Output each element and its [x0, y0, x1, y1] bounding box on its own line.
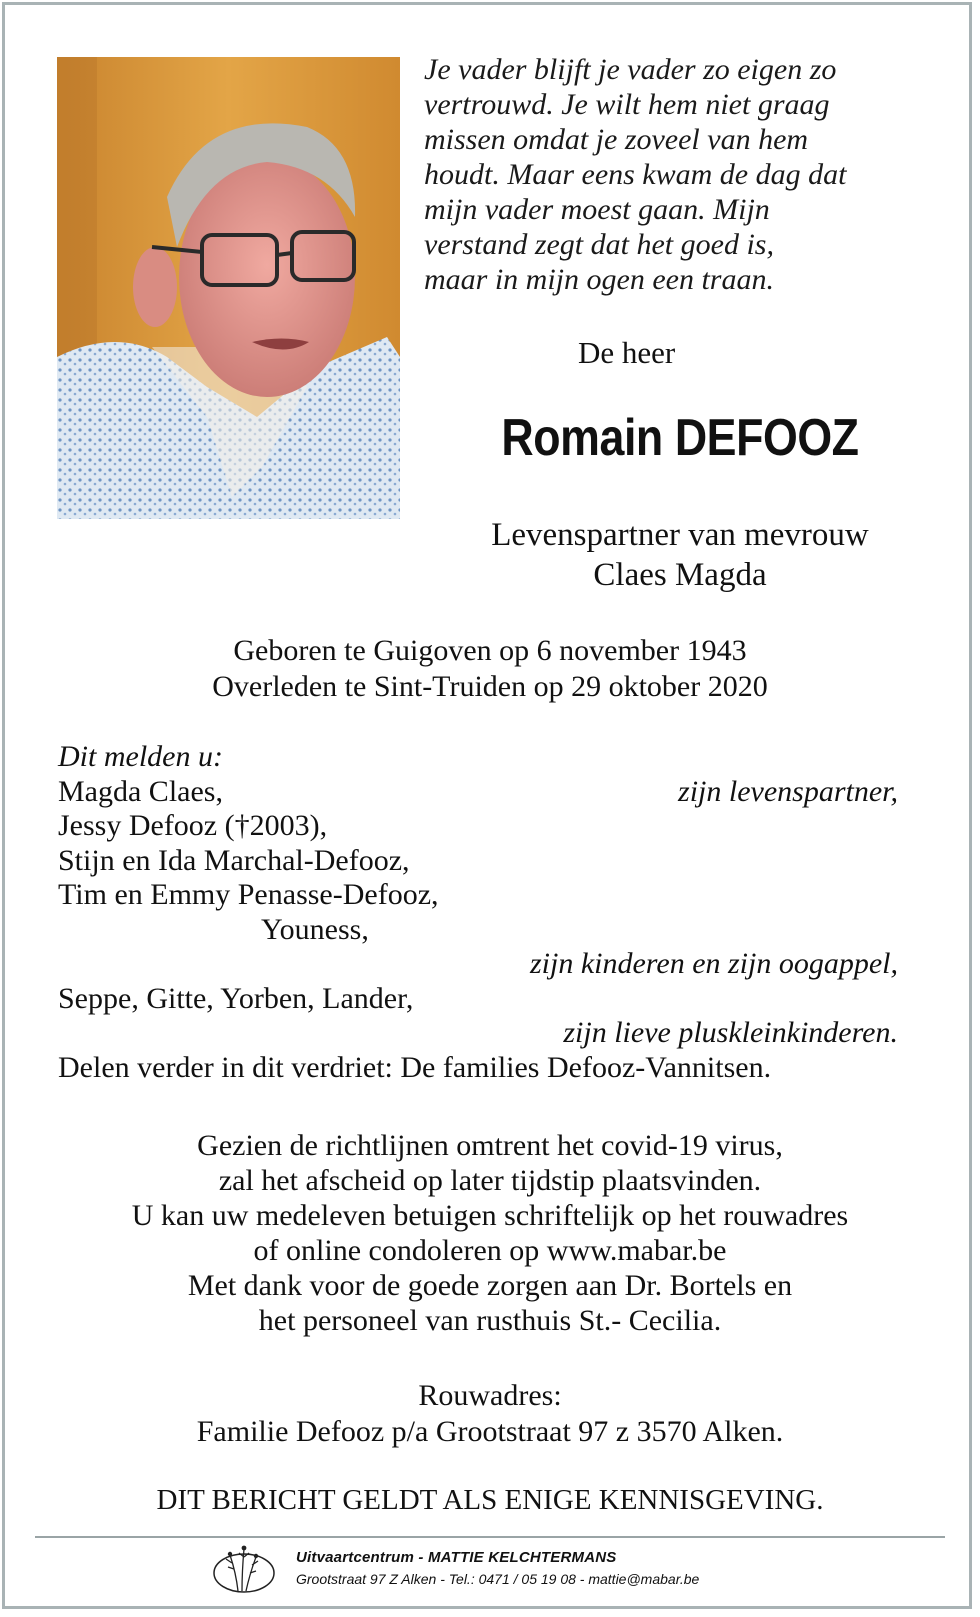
mourning-address: [0, 1378, 980, 1450]
poem-line: vertrouwd. Je wilt hem niet graag: [424, 88, 830, 121]
notice-line: Gezien de richtlijnen omtrent het covid-19 virus,: [197, 1129, 783, 1162]
family-intro: Dit melden u:: [58, 740, 223, 773]
poem-line: verstand zegt dat het goed is,: [424, 228, 774, 261]
notice-line: Met dank voor de goede zorgen aan Dr. Bortels en: [187, 1269, 793, 1302]
notice-line: of online condoleren op www.mabar.be: [253, 1234, 727, 1267]
poem-line: Je vader blijft je vader zo eigen zo: [424, 53, 837, 86]
funeral-home-logo-icon: [208, 1543, 280, 1595]
family-extended: Delen verder in dit verdriet: De families Defooz-Vannitsen.: [58, 1050, 772, 1084]
poem-line: mijn vader moest gaan. Mijn: [424, 193, 770, 226]
notice-line: U kan uw medeleven betuigen schriftelijk op het rouwadres: [131, 1199, 849, 1232]
partner-info: [390, 515, 970, 595]
family-member: Tim en Emmy Penasse-Defooz,: [58, 878, 439, 911]
family-member: Jessy Defooz (†2003),: [58, 809, 328, 842]
family-member: Youness,: [261, 912, 369, 946]
portrait-image: [57, 57, 400, 519]
life-dates: [0, 633, 980, 705]
family-member: Seppe, Gitte, Yorben, Lander,: [58, 981, 414, 1015]
honorific: De heer: [578, 335, 676, 370]
birth-date: Geboren te Guigoven op 6 november 1943: [233, 634, 747, 667]
death-date: Overleden te Sint-Truiden op 29 oktober 2020: [212, 670, 768, 703]
family-row: [58, 775, 898, 810]
poem-line: houdt. Maar eens kwam de dag dat: [424, 158, 847, 191]
family-row: [58, 947, 898, 982]
family-list: [58, 740, 898, 1085]
notice-line: het personeel van rusthuis St.- Cecilia.: [258, 1304, 722, 1337]
footer-divider: [35, 1536, 945, 1538]
relation-label: zijn levenspartner,: [678, 774, 898, 808]
notice-line: zal het afscheid op later tijdstip plaatsvinden.: [218, 1164, 762, 1197]
relation-label: zijn lieve pluskleinkinderen.: [563, 1016, 898, 1049]
poem-line: maar in mijn ogen een traan.: [424, 263, 774, 296]
address-label: Rouwadres:: [418, 1379, 562, 1412]
funeral-home-contact: Grootstraat 97 Z Alken - Tel.: 0471 / 05 19 08 - mattie@mabar.be: [296, 1571, 700, 1587]
family-member: Magda Claes,: [58, 774, 223, 808]
poem-line: missen omdat je zoveel van hem: [424, 123, 809, 156]
funeral-home-info: [296, 1549, 699, 1587]
address-value: Familie Defooz p/a Grootstraat 97 z 3570 Alken.: [196, 1415, 784, 1448]
covid-notice: [0, 1128, 980, 1338]
poem: [424, 52, 924, 297]
partner-line: Claes Magda: [593, 557, 767, 593]
relation-label: zijn kinderen en zijn oogappel,: [530, 947, 898, 980]
family-row: [58, 1016, 898, 1051]
portrait-photo: [57, 57, 400, 519]
deceased-name: Romain DEFOOZ: [501, 409, 859, 467]
official-notice: DIT BERICHT GELDT ALS ENIGE KENNISGEVING.: [156, 1484, 824, 1516]
funeral-home-name: Uitvaartcentrum - MATTIE KELCHTERMANS: [296, 1549, 617, 1566]
partner-line: Levenspartner van mevrouw: [491, 517, 869, 553]
family-member: Stijn en Ida Marchal-Defooz,: [58, 843, 410, 877]
